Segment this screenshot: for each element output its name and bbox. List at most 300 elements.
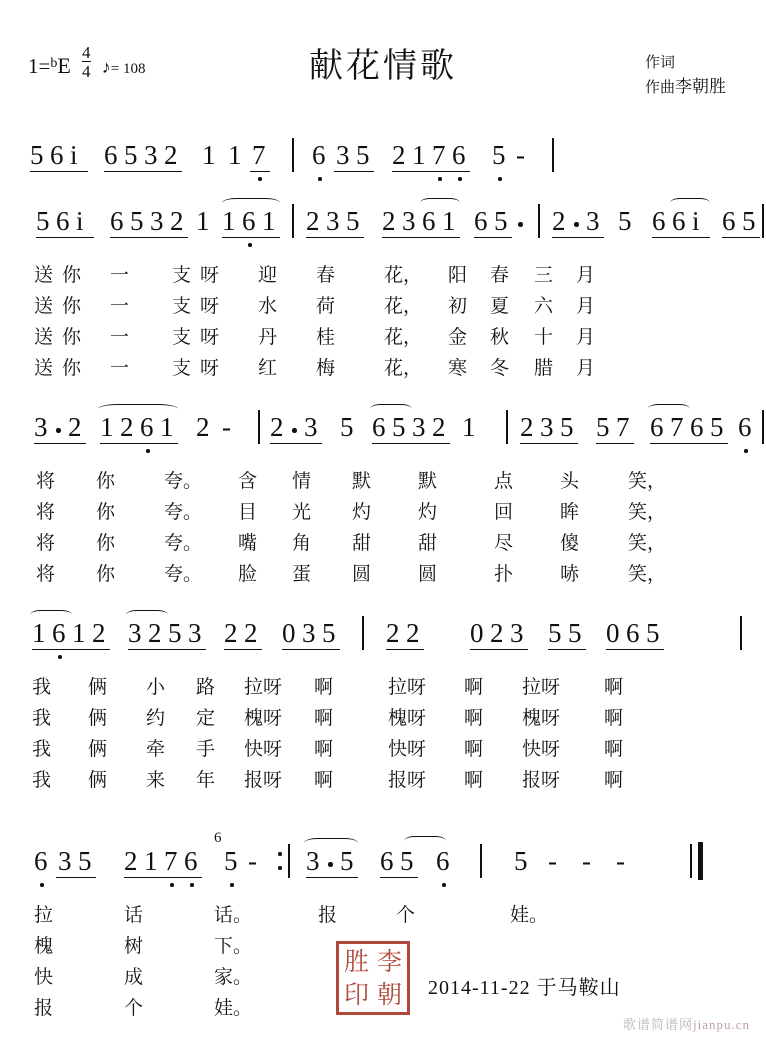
- slur: [304, 838, 358, 848]
- lyric-syllable: 报: [318, 905, 338, 926]
- beam: [270, 443, 322, 444]
- barline: [552, 138, 554, 172]
- lyric-syllable: 春: [490, 265, 510, 286]
- octave-dot-low: [190, 883, 194, 887]
- note: 2: [164, 140, 178, 170]
- lyric-syllable: 初: [448, 296, 468, 317]
- lyric-syllable: 你: [96, 564, 116, 585]
- note: -: [222, 412, 231, 442]
- lyric-syllable: 啊: [314, 770, 334, 791]
- note: 1: [462, 412, 476, 442]
- lyric-syllable: 阳: [448, 265, 468, 286]
- beam: [380, 877, 418, 878]
- lyrics-line: [0, 559, 766, 590]
- lyric-syllable: 牵: [146, 739, 166, 760]
- beam: [392, 171, 470, 172]
- note: 5: [618, 206, 632, 236]
- note: -: [548, 846, 557, 876]
- note: 1: [160, 412, 174, 442]
- lyric-syllable: 送: [34, 327, 54, 348]
- lyric-syllable: 情: [292, 471, 312, 492]
- lyrics-line: [0, 353, 766, 384]
- lyric-syllable: 送: [34, 358, 54, 379]
- note: 6: [34, 846, 48, 876]
- lyric-syllable: 默: [418, 471, 438, 492]
- note: 2: [68, 412, 82, 442]
- notation-row-5: [0, 830, 766, 888]
- note: 6: [104, 140, 118, 170]
- note: 6: [312, 140, 326, 170]
- beam: [372, 443, 450, 444]
- date-place-footer: 2014-11-22 于马鞍山: [428, 977, 621, 999]
- lyric-syllable: 俩: [88, 677, 108, 698]
- lyric-syllable: 蛋: [292, 564, 312, 585]
- lyric-syllable: 报呀: [388, 770, 427, 791]
- note: 1: [100, 412, 114, 442]
- lyric-syllable: 支: [172, 327, 192, 348]
- lyric-syllable: 梅: [316, 358, 336, 379]
- note: 3: [58, 846, 72, 876]
- barline: [292, 138, 294, 172]
- lyric-syllable: 将: [36, 471, 56, 492]
- lyric-syllable: 啊: [464, 770, 484, 791]
- note: 6: [372, 412, 386, 442]
- note: -: [582, 846, 591, 876]
- lyric-syllable: 啊: [464, 708, 484, 729]
- note: 6: [738, 412, 752, 442]
- lyric-syllable: 回: [494, 502, 514, 523]
- lyric-syllable: 你: [62, 327, 82, 348]
- note: 6: [184, 846, 198, 876]
- note: 6: [626, 618, 640, 648]
- beam: [520, 443, 578, 444]
- barline: [480, 844, 482, 878]
- lyric-syllable: 荷: [316, 296, 336, 317]
- beam: [306, 237, 364, 238]
- lyric-syllable: 拉呀: [388, 677, 427, 698]
- lyric-syllable: 树: [124, 936, 144, 957]
- notation-row-4: [0, 618, 766, 660]
- lyric-syllable: 花，: [384, 358, 423, 379]
- note: 1: [228, 140, 242, 170]
- beam: [110, 237, 188, 238]
- note: 5: [400, 846, 414, 876]
- lyric-syllable: 下。: [214, 936, 253, 957]
- note: 2: [270, 412, 284, 442]
- note: 7: [670, 412, 684, 442]
- lyric-syllable: 啊: [314, 739, 334, 760]
- note: 3: [144, 140, 158, 170]
- note: 3: [150, 206, 164, 236]
- duration-dot: [56, 428, 61, 433]
- lyric-syllable: 眸: [560, 502, 580, 523]
- note: i: [692, 206, 700, 236]
- note: i: [76, 206, 84, 236]
- octave-dot-low: [58, 655, 62, 659]
- note: 3: [326, 206, 340, 236]
- notation-row-3: [0, 412, 766, 454]
- beam: [222, 237, 280, 238]
- tuplet-number: 6: [214, 830, 222, 846]
- lyric-syllable: 俩: [88, 770, 108, 791]
- lyric-syllable: 俩: [88, 739, 108, 760]
- lyric-syllable: 灼: [352, 502, 372, 523]
- lyric-syllable: 手: [196, 739, 216, 760]
- lyric-syllable: 个: [396, 905, 416, 926]
- lyric-syllable: 圆: [418, 564, 438, 585]
- lyric-syllable: 丹: [258, 327, 278, 348]
- credits: [645, 52, 726, 100]
- note: 2: [406, 618, 420, 648]
- lyric-syllable: 槐呀: [522, 708, 561, 729]
- note: 2: [120, 412, 134, 442]
- lyric-syllable: 路: [196, 677, 216, 698]
- beam: [282, 649, 340, 650]
- note: 6: [652, 206, 666, 236]
- lyric-syllable: 我: [32, 770, 52, 791]
- lyric-syllable: 你: [96, 533, 116, 554]
- note: 3: [510, 618, 524, 648]
- final-barline-thick: [698, 842, 703, 880]
- barline: [762, 204, 764, 238]
- lyrics-line: [0, 734, 766, 765]
- note: 1: [196, 206, 210, 236]
- lyric-syllable: 拉呀: [244, 677, 283, 698]
- lyric-syllable: 默: [352, 471, 372, 492]
- lyric-syllable: 我: [32, 708, 52, 729]
- flat-symbol: b: [50, 56, 58, 71]
- note: -: [516, 140, 525, 170]
- barline: [762, 410, 764, 444]
- lyric-syllable: 成: [124, 967, 144, 988]
- lyric-syllable: 话: [124, 905, 144, 926]
- beam: [334, 171, 374, 172]
- note: 2: [170, 206, 184, 236]
- slur: [670, 198, 710, 208]
- lyric-syllable: 月: [576, 296, 596, 317]
- lyric-syllable: 夸。: [164, 471, 203, 492]
- duration-dot: [292, 428, 297, 433]
- lyric-syllable: 脸: [238, 564, 258, 585]
- note: 5: [710, 412, 724, 442]
- note: 6: [242, 206, 256, 236]
- lyric-syllable: 月: [576, 265, 596, 286]
- lyric-syllable: 红: [258, 358, 278, 379]
- beam: [596, 443, 634, 444]
- note: 2: [196, 412, 210, 442]
- octave-dot-low: [146, 449, 150, 453]
- duration-dot: [328, 862, 333, 867]
- lyrics-block-3: [0, 672, 766, 796]
- lyrics-block-1: [0, 260, 766, 384]
- octave-dot-low: [230, 883, 234, 887]
- note: 7: [432, 140, 446, 170]
- note: 3: [34, 412, 48, 442]
- lyric-syllable: 啊: [314, 677, 334, 698]
- lyric-syllable: 小: [146, 677, 166, 698]
- lyric-syllable: 一: [110, 358, 130, 379]
- lyric-syllable: 槐呀: [244, 708, 283, 729]
- note: 5: [224, 846, 238, 876]
- note: 2: [520, 412, 534, 442]
- note: 6: [380, 846, 394, 876]
- lyric-syllable: 夸。: [164, 533, 203, 554]
- music-system-5: [0, 830, 766, 892]
- note: 5: [130, 206, 144, 236]
- note: 6: [474, 206, 488, 236]
- key-letter: E: [57, 53, 71, 78]
- lyric-syllable: 呀: [200, 265, 220, 286]
- meter-denominator: 4: [82, 62, 91, 81]
- credit-lyrics-row: [645, 52, 726, 75]
- note: 6: [50, 140, 64, 170]
- note: 5: [492, 140, 506, 170]
- repeat-dot: [278, 866, 282, 870]
- beam: [100, 443, 178, 444]
- note: 6: [690, 412, 704, 442]
- lyric-syllable: 夸。: [164, 502, 203, 523]
- beam: [722, 237, 760, 238]
- lyric-syllable: 嘴: [238, 533, 258, 554]
- slur: [98, 404, 178, 414]
- note: 3: [412, 412, 426, 442]
- note: 3: [586, 206, 600, 236]
- slur: [126, 610, 168, 620]
- lyric-syllable: 话。: [214, 905, 253, 926]
- note: 1: [412, 140, 426, 170]
- note: 3: [336, 140, 350, 170]
- lyric-syllable: 圆: [352, 564, 372, 585]
- slur: [420, 198, 460, 208]
- note: 2: [382, 206, 396, 236]
- lyric-syllable: 家。: [214, 967, 253, 988]
- beam: [128, 649, 206, 650]
- note: 2: [490, 618, 504, 648]
- note: 7: [252, 140, 266, 170]
- notation-row-1: [0, 140, 766, 182]
- note: 1: [202, 140, 216, 170]
- note: 1: [32, 618, 46, 648]
- note: 5: [392, 412, 406, 442]
- lyric-syllable: 快呀: [388, 739, 427, 760]
- lyric-syllable: 六: [534, 296, 554, 317]
- note: 5: [124, 140, 138, 170]
- note: 5: [494, 206, 508, 236]
- note: 2: [124, 846, 138, 876]
- lyric-syllable: 冬: [490, 358, 510, 379]
- note: 1: [222, 206, 236, 236]
- octave-dot-low: [744, 449, 748, 453]
- note: 5: [596, 412, 610, 442]
- note: 5: [646, 618, 660, 648]
- lyric-syllable: 送: [34, 265, 54, 286]
- lyric-syllable: 拉: [34, 905, 54, 926]
- lyric-syllable: 花，: [384, 265, 423, 286]
- lyric-syllable: 笑，: [628, 471, 667, 492]
- note: 6: [52, 618, 66, 648]
- lyric-syllable: 快呀: [522, 739, 561, 760]
- note: 2: [552, 206, 566, 236]
- note: 2: [306, 206, 320, 236]
- lyrics-line: [0, 497, 766, 528]
- note: 6: [452, 140, 466, 170]
- lyric-syllable: 夸。: [164, 564, 203, 585]
- lyric-syllable: 啊: [604, 708, 624, 729]
- note: 3: [540, 412, 554, 442]
- seal-char: 胜: [343, 949, 369, 976]
- lyrics-line: [0, 260, 766, 291]
- note: 6: [56, 206, 70, 236]
- seal-char: 李: [376, 949, 402, 976]
- note: 2: [244, 618, 258, 648]
- note: 2: [224, 618, 238, 648]
- lyric-syllable: 来: [146, 770, 166, 791]
- lyric-syllable: 寒: [448, 358, 468, 379]
- note: -: [248, 846, 257, 876]
- seal-char: 朝: [376, 982, 402, 1009]
- beam: [650, 443, 728, 444]
- lyric-syllable: 花，: [384, 327, 423, 348]
- lyric-syllable: 一: [110, 327, 130, 348]
- lyric-syllable: 定: [196, 708, 216, 729]
- note: 0: [282, 618, 296, 648]
- lyric-syllable: 拉呀: [522, 677, 561, 698]
- beam: [306, 877, 358, 878]
- note: 2: [392, 140, 406, 170]
- note: i: [70, 140, 78, 170]
- note: 5: [78, 846, 92, 876]
- note: 2: [148, 618, 162, 648]
- note: 5: [742, 206, 756, 236]
- beam: [32, 649, 110, 650]
- note: 5: [356, 140, 370, 170]
- beam: [224, 649, 262, 650]
- lyric-syllable: 啊: [464, 677, 484, 698]
- tempo-value: = 108: [110, 61, 146, 77]
- duration-dot: [574, 222, 579, 227]
- lyric-syllable: 支: [172, 358, 192, 379]
- seal-char: 印: [343, 982, 369, 1009]
- note: 2: [92, 618, 106, 648]
- lyric-syllable: 你: [62, 358, 82, 379]
- note: 7: [616, 412, 630, 442]
- lyric-syllable: 水: [258, 296, 278, 317]
- beam: [30, 171, 88, 172]
- note: 5: [346, 206, 360, 236]
- beam: [56, 877, 96, 878]
- music-system-3: [0, 412, 766, 458]
- duration-dot: [518, 222, 523, 227]
- lyric-syllable: 我: [32, 677, 52, 698]
- note: 3: [304, 412, 318, 442]
- watermark-text: 歌谱简谱网: [622, 1017, 693, 1032]
- note: 6: [650, 412, 664, 442]
- note: 5: [322, 618, 336, 648]
- octave-dot-low: [318, 177, 322, 181]
- lyric-syllable: 将: [36, 564, 56, 585]
- lyric-syllable: 将: [36, 502, 56, 523]
- credit-author: 李朝胜: [675, 77, 726, 96]
- lyric-syllable: 啊: [604, 677, 624, 698]
- note: 6: [722, 206, 736, 236]
- lyric-syllable: 你: [62, 296, 82, 317]
- slur: [222, 198, 280, 208]
- lyric-syllable: 报呀: [244, 770, 283, 791]
- beam: [104, 171, 182, 172]
- note: 6: [672, 206, 686, 236]
- octave-dot-low: [258, 177, 262, 181]
- lyric-syllable: 俩: [88, 708, 108, 729]
- slur: [370, 404, 412, 414]
- lyric-syllable: 一: [110, 265, 130, 286]
- note: 5: [168, 618, 182, 648]
- note: 3: [306, 846, 320, 876]
- beam: [382, 237, 460, 238]
- lyric-syllable: 金: [448, 327, 468, 348]
- note: 5: [560, 412, 574, 442]
- repeat-barline: [288, 844, 290, 878]
- lyrics-line: [0, 765, 766, 796]
- beam: [552, 237, 604, 238]
- octave-dot-low: [40, 883, 44, 887]
- octave-dot-low: [498, 177, 502, 181]
- lyric-syllable: 扑: [494, 564, 514, 585]
- note: 5: [340, 412, 354, 442]
- note: 3: [302, 618, 316, 648]
- lyric-syllable: 啊: [604, 739, 624, 760]
- lyric-syllable: 将: [36, 533, 56, 554]
- lyrics-line: [0, 672, 766, 703]
- quarter-note-icon: ♪: [101, 57, 111, 77]
- notation-row-2: [0, 206, 766, 248]
- credit-lyrics-label: 作词: [644, 55, 675, 71]
- key-label: 1=: [28, 54, 51, 78]
- note: 2: [386, 618, 400, 648]
- lyric-syllable: 啊: [464, 739, 484, 760]
- lyric-syllable: 个: [124, 998, 144, 1019]
- note: 6: [110, 206, 124, 236]
- lyric-syllable: 约: [146, 708, 166, 729]
- lyric-syllable: 呀: [200, 296, 220, 317]
- octave-dot-low: [442, 883, 446, 887]
- lyric-syllable: 槐: [34, 936, 54, 957]
- note: 7: [164, 846, 178, 876]
- note: -: [616, 846, 625, 876]
- lyric-syllable: 支: [172, 296, 192, 317]
- note: 5: [514, 846, 528, 876]
- beam: [36, 237, 94, 238]
- lyric-syllable: 你: [96, 471, 116, 492]
- lyric-syllable: 你: [62, 265, 82, 286]
- lyric-syllable: 腊: [534, 358, 554, 379]
- lyric-syllable: 春: [316, 265, 336, 286]
- barline: [362, 616, 364, 650]
- octave-dot-low: [458, 177, 462, 181]
- lyrics-line: [0, 322, 766, 353]
- music-system-1: [0, 140, 766, 186]
- lyric-syllable: 秋: [490, 327, 510, 348]
- lyric-syllable: 快: [34, 967, 54, 988]
- octave-dot-low: [438, 177, 442, 181]
- beam: [652, 237, 710, 238]
- final-barline-thin: [690, 844, 692, 878]
- lyric-syllable: 娃。: [214, 998, 253, 1019]
- lyrics-line: [0, 703, 766, 734]
- lyric-syllable: 甜: [418, 533, 438, 554]
- note: 3: [188, 618, 202, 648]
- lyric-syllable: 迎: [258, 265, 278, 286]
- lyric-syllable: 尽: [494, 533, 514, 554]
